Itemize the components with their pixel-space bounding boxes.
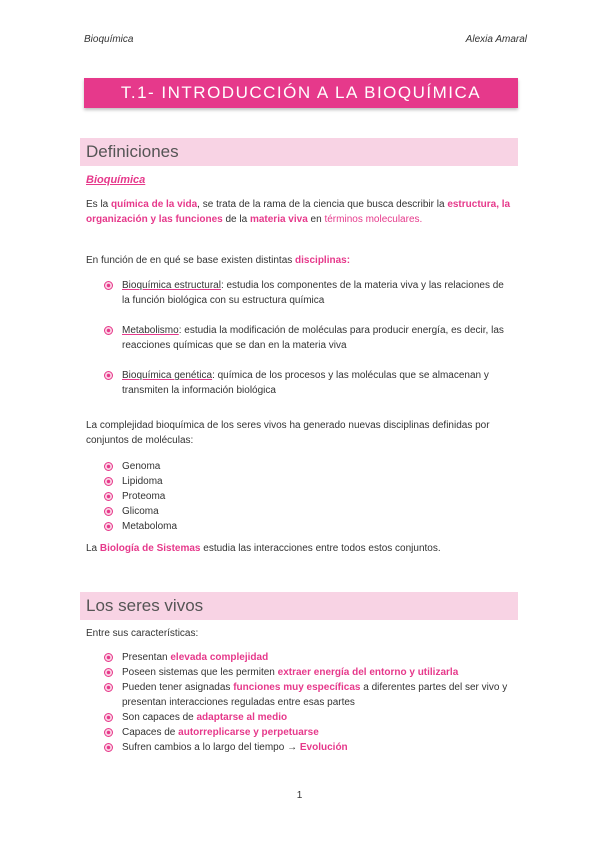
text: Pueden tener asignadas [122, 682, 234, 693]
list-item [104, 665, 514, 680]
section-heading-definiciones: Definiciones [80, 138, 518, 166]
list-item: Proteoma [104, 489, 514, 504]
highlight: estructura, la organización y las funciones [86, 199, 511, 225]
list-item [104, 323, 514, 353]
paragraph-disciplinas [86, 253, 520, 268]
text: Poseen sistemas que les permiten [122, 667, 278, 678]
text: de la [222, 214, 250, 225]
paragraph-caracteristicas: Entre sus características: [86, 628, 199, 639]
term: Bioquímica estructural [122, 280, 221, 291]
highlight: elevada complejidad [170, 652, 269, 663]
term: Metabolismo [122, 325, 179, 336]
text: en [307, 214, 325, 225]
text: estudia las interacciones entre todos estos conjuntos. [200, 543, 441, 554]
header-author: Alexia Amaral [465, 34, 527, 45]
list-item: Genoma [104, 459, 514, 474]
text: Capaces de [122, 727, 179, 738]
list-item: Glicoma [104, 504, 514, 519]
paragraph-complejidad: La complejidad bioquímica de los seres vivos ha generado nuevas disciplinas definidas por conjuntos de moléculas: [86, 420, 490, 446]
paragraph-biologia-sistemas [86, 541, 520, 556]
text: : química de los procesos y las moléculas que se almacenan y transmiten la información biológica [122, 370, 489, 396]
list-item [104, 740, 514, 755]
list-item [104, 710, 514, 725]
paragraph-definicion [86, 197, 520, 227]
highlight: funciones muy específicas [233, 682, 361, 693]
list-item [104, 725, 514, 740]
caracteristicas-list [104, 650, 514, 755]
subtitle-bioquimica: Bioquímica [86, 174, 146, 186]
page-header [84, 34, 527, 45]
highlight: disciplinas: [295, 255, 351, 266]
section-heading-seres-vivos: Los seres vivos [80, 592, 518, 620]
highlight: materia viva [249, 214, 308, 225]
highlight: extraer energía del entorno y utilizarla [277, 667, 459, 678]
text: : estudia la modificación de moléculas para producir energía, es decir, las reacciones químicas que se dan en la materia viva [122, 325, 504, 351]
text: Es la [86, 199, 112, 210]
document-title: T.1- INTRODUCCIÓN A LA BIOQUÍMICA [84, 78, 518, 108]
omicas-list [104, 459, 514, 534]
highlight: Biología de Sistemas [99, 543, 201, 554]
text: En función de en qué se base existen distintas [86, 255, 296, 266]
list-item [104, 650, 514, 665]
text: , se trata de la rama de la ciencia que busca describir la [197, 199, 448, 210]
highlight: adaptarse al medio [196, 712, 288, 723]
header-subject: Bioquímica [84, 34, 134, 45]
highlight: términos moleculares. [324, 214, 423, 225]
text: a diferentes partes del ser vivo y presentan interacciones reguladas entre esas partes [122, 682, 508, 708]
text: Presentan [122, 652, 171, 663]
term: Bioquímica genética [122, 370, 213, 381]
disciplinas-list [104, 278, 514, 398]
list-item: Lipidoma [104, 474, 514, 489]
highlight: Evolución [299, 742, 348, 753]
list-item [104, 368, 514, 398]
text: Son capaces de [122, 712, 197, 723]
list-item [104, 680, 514, 710]
text: La [86, 543, 100, 554]
highlight: química de la vida [111, 199, 198, 210]
highlight: autorreplicarse y perpetuarse [178, 727, 319, 738]
text: : estudia los componentes de la materia viva y las relaciones de la función biológica con su estructura química [122, 280, 504, 306]
list-item [104, 278, 514, 308]
page-number: 1 [296, 790, 303, 801]
list-item: Metaboloma [104, 519, 514, 534]
text: Sufren cambios a lo largo del tiempo → [122, 742, 300, 753]
